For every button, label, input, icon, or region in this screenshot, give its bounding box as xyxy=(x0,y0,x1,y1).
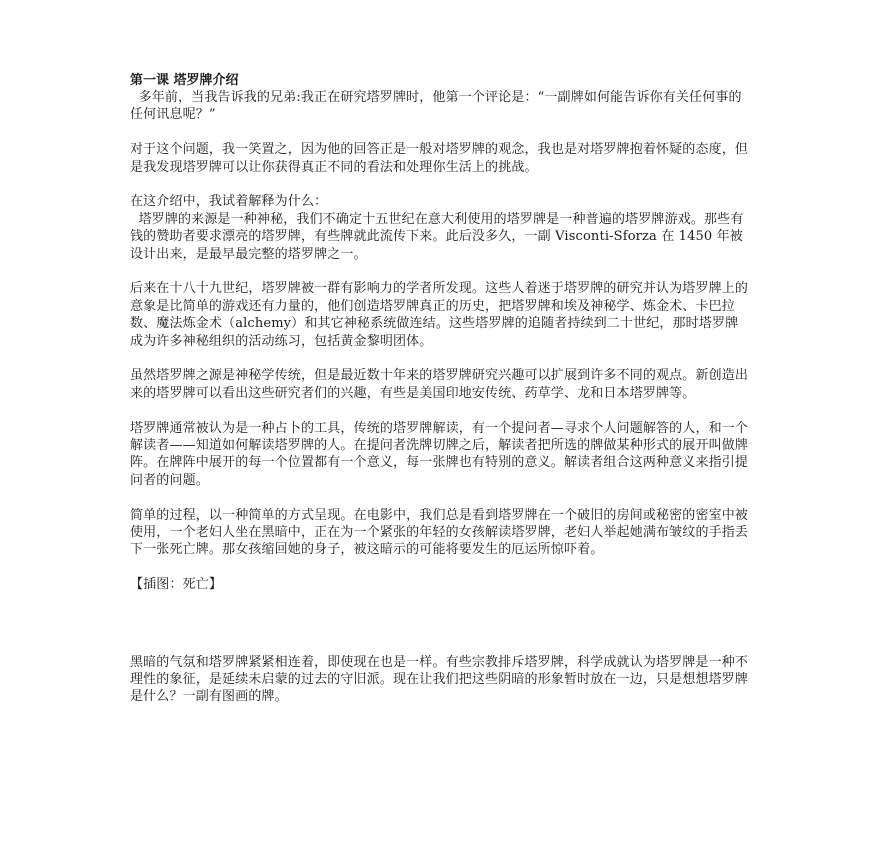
paragraph-gap xyxy=(130,350,750,367)
paragraph-gap xyxy=(130,176,750,193)
paragraph-movie-scene: 简单的过程，以一种简单的方式呈现。在电影中，我们总是看到塔罗牌在一个破旧的房间或秘密的密室中被使用，一个老妇人坐在黑暗中，正在为一个紧张的年轻的女孩解读塔罗牌，老妇人举起她满布皱纹的手指丢下一张死亡牌。那女孩缩回她的身子，被这暗示的可能将要发生的厄运所惊吓着。 xyxy=(130,507,749,558)
document-page xyxy=(130,72,750,706)
paragraph-modern-interest: 虽然塔罗牌之源是神秘学传统，但是最近数十年来的塔罗牌研究兴趣可以扩展到许多不同的观点。新创造出来的塔罗牌可以看出这些研究者们的兴趣，有些是美国印地安传统、药草学、龙和日本塔罗牌等。 xyxy=(130,368,749,401)
paragraph-skepticism: 对于这个问题，我一笑置之，因为他的回答正是一般对塔罗牌的观念，我也是对塔罗牌抱着怀疑的态度，但是我发现塔罗牌可以让你获得真正不同的看法和处理你生活上的挑战。 xyxy=(130,142,749,175)
paragraph-intro: 多年前，当我告诉我的兄弟:我正在研究塔罗牌时，他第一个评论是：“一副牌如何能告诉你有关任何事的任何讯息呢？” xyxy=(130,90,742,123)
lesson-title: 第一课 塔罗牌介绍 xyxy=(130,73,239,88)
paragraph-origins: 在这介绍中，我试着解释为什么： 塔罗牌的来源是一种神秘，我们不确定十五世纪在意大利使用的塔罗牌是一种普遍的塔罗牌游戏。那些有钱的赞助者要求漂亮的塔罗牌，有些牌就此流传下来。此后没多久，一副 Visconti-Sforza 在 1450 年被设计出来，是最早最完整的塔罗牌之一。 xyxy=(130,194,744,262)
paragraph-gap xyxy=(130,559,750,576)
paragraph-gap xyxy=(130,263,750,280)
paragraph-dark-atmosphere: 黑暗的气氛和塔罗牌紧紧相连着，即使现在也是一样。有些宗教排斥塔罗牌，科学成就认为塔罗牌是一种不理性的象征，是延续未启蒙的过去的守旧派。现在让我们把这些阴暗的形象暂时放在一边，只是想想塔罗牌是什么？一副有图画的牌。 xyxy=(130,654,749,705)
paragraph-gap xyxy=(130,489,750,506)
paragraph-scholars: 后来在十八十九世纪，塔罗牌被一群有影响力的学者所发现。这些人着迷于塔罗牌的研究并认为塔罗牌上的意象是比简单的游戏还有力量的，他们创造塔罗牌真正的历史，把塔罗牌和埃及神秘学、炼金术、卡巴拉数、魔法炼金术（alchemy）和其它神秘系统做连结。这些塔罗牌的追随者持续到二十世纪，那时塔罗牌成为许多神秘组织的活动练习，包括黄金黎明团体。 xyxy=(130,281,749,349)
paragraph-gap xyxy=(130,402,750,419)
illustration-caption: 【插图：死亡】 xyxy=(130,577,223,593)
paragraph-divination: 塔罗牌通常被认为是一种占卜的工具，传统的塔罗牌解读，有一个提问者—寻求个人问题解答的人，和一个解读者——知道如何解读塔罗牌的人。在提问者洗牌切牌之后，解读者把所选的牌做某种形式的展开叫做牌阵。在牌阵中展开的每一个位置都有一个意义，每一张牌也有特别的意义。解读者组合这两种意义来指引提问者的问题。 xyxy=(130,420,749,488)
paragraph-gap xyxy=(130,124,750,141)
illustration-placeholder xyxy=(130,594,750,654)
